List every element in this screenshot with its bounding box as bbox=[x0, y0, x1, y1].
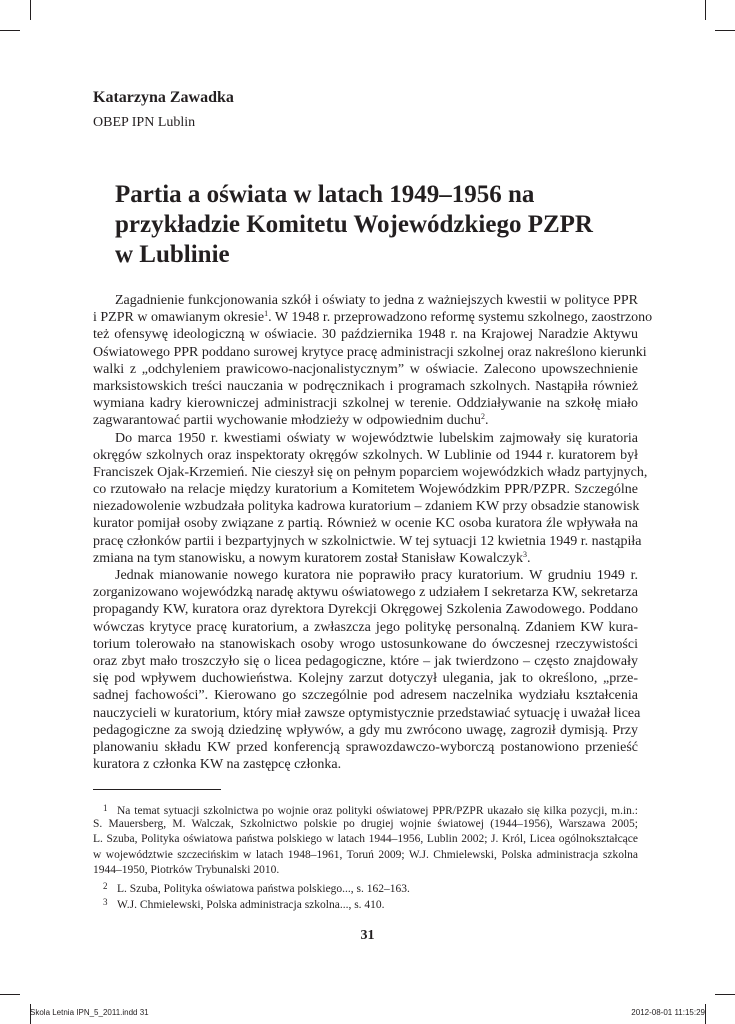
author-name: Katarzyna Zawadka bbox=[93, 89, 234, 106]
footnote-line: w województwie szczecińskim w latach 1948–1961, Toruń 2009; W.J. Chmielewski, Polska administracja szkolna bbox=[93, 848, 638, 861]
crop-mark bbox=[705, 1004, 706, 1024]
print-slug-file: Skola Letnia IPN_5_2011.indd 31 bbox=[30, 1008, 149, 1017]
crop-mark bbox=[705, 0, 706, 20]
article-body bbox=[93, 292, 653, 773]
footnote-reference[interactable]: 1 bbox=[264, 309, 269, 319]
text-line: sadnej fachowości”. Kierowano go szczególnie pod adresem naczelnika wydziału kształcenia bbox=[93, 688, 638, 704]
footnote-mark: 3 bbox=[103, 896, 108, 907]
footnote-1 bbox=[93, 801, 638, 879]
text-line: kurator pomijał osoby związane z partią. Również w ocenie KC osoba kuratora źle wpływała na bbox=[93, 516, 638, 532]
text-line: torium tolerowało na stanowiskach osoby wrogo ustosunkowane do ówczesnej rzeczywistości bbox=[93, 636, 638, 652]
text-line: wymiana kadry kierowniczej administracji szkolnej w terenie. Oddziaływanie na szkołę miało bbox=[93, 396, 638, 412]
crop-mark bbox=[30, 0, 31, 20]
text-line: walki z „odchyleniem prawicowo-nacjonalistycznym” w oświacie. Zalecono upowszechnienie bbox=[93, 361, 638, 377]
crop-mark bbox=[715, 30, 735, 31]
footnote-reference[interactable]: 3 bbox=[523, 549, 528, 559]
text-line: kuratora z członka KW na zastępcę członka. bbox=[93, 757, 342, 773]
article-title bbox=[115, 180, 635, 270]
footnote-line: L. Szuba, Polityka oświatowa państwa polskiego w latach 1944–1956, Lublin 2002; J. Król, Licea ogólnokształcące bbox=[93, 833, 638, 846]
page-number: 31 bbox=[360, 928, 375, 943]
crop-mark bbox=[0, 994, 20, 995]
title-line: Partia a oświata w latach 1949–1956 na bbox=[115, 181, 535, 208]
footnote-mark: 1 bbox=[103, 803, 108, 813]
text-line: propagandy KW, kuratora oraz dyrektora Dyrekcji Okręgowej Szkolenia Zawodowego. Poddano bbox=[93, 602, 638, 618]
text-line: Zagadnienie funkcjonowania szkół i oświaty to jedna z ważniejszych kwestii w polityce PPR bbox=[115, 293, 638, 308]
footnote-3 bbox=[93, 895, 638, 911]
text-line: niezadowolenie wzbudzała polityka kadrowa kuratorium – zdaniem KW przy obsadzie stanowisk bbox=[93, 499, 640, 515]
text-line: wówczas krytyce pracę kuratorium, a zwłaszcza jego politykę personalną. Zdaniem KW kura- bbox=[93, 619, 638, 635]
title-line: przykładzie Komitetu Wojewódzkiego PZPR bbox=[115, 211, 593, 238]
footnotes bbox=[93, 801, 638, 910]
text-line: i PZPR w omawianym okresie$^1$. W 1948 r. przeprowadzono reformę systemu szkolnego, zaostrzono bbox=[93, 309, 653, 326]
text-line: zorganizowano wojewódzką naradę aktywu oświatowego z udziałem I sekretarza KW, sekretarza bbox=[93, 585, 638, 601]
paragraph bbox=[93, 430, 648, 568]
text-line: oraz zbyt mało troszczyło się o licea pedagogiczne, które – jak twierdzono – często znajdowały bbox=[93, 653, 638, 669]
footnote-rule bbox=[93, 789, 221, 790]
text-line: co rzutowało na relacje między kuratorium a Komitetem Wojewódzkim PPR/PZPR. Szczególne bbox=[93, 482, 638, 498]
text-line: marksistowskich treści nauczania w podręcznikach i programach szkolnych. Nastąpiła również bbox=[93, 378, 638, 394]
paragraph bbox=[93, 292, 653, 430]
footnote-mark: 2 bbox=[103, 880, 108, 891]
text-line: okręgów szkolnych oraz inspektoraty okręgów szkolnych. W Lublinie od 1944 r. kuratorem był bbox=[93, 447, 638, 463]
footnote-line: 1 Na temat sytuacji szkolnictwa po wojnie oraz polityki oświatowej PPR/PZPR ukazało się kilka pozycji, m.in.: bbox=[103, 803, 638, 817]
text-line: pracę członków partii i bezpartyjnych w szkolnictwie. W tej sytuacji 12 kwietnia 1949 r. nastąpiła bbox=[93, 533, 642, 549]
text-line: Oświatowego PPR poddano surowej krytyce pracę administracji szkolnej oraz nakreślono kierunki bbox=[93, 344, 647, 360]
paragraph bbox=[93, 567, 641, 773]
text-line: Jednak mianowanie nowego kuratora nie poprawiło pracy kuratorium. W grudniu 1949 r. bbox=[115, 568, 638, 583]
text-line: Do marca 1950 r. kwestiami oświaty w województwie lubelskim zajmowały się kuratoria bbox=[115, 430, 638, 446]
text-line: Franciszek Ojak-Krzemień. Nie cieszył się on pełnym poparciem wojewódzkich władz partyjnych, bbox=[93, 464, 648, 480]
footnote-line: 3 W.J. Chmielewski, Polska administracja szkolna..., s. 410. bbox=[103, 896, 385, 911]
text-line: planowaniu składu KW przed konferencją sprawozdawczo-wyborczą postanowiono przenieść bbox=[93, 739, 638, 755]
text-line: zagwarantować partii wychowanie młodzieży w odpowiednim duchu$^2$. bbox=[93, 412, 489, 429]
crop-mark bbox=[0, 30, 20, 31]
footnote-reference[interactable]: 2 bbox=[480, 412, 485, 422]
text-line: się pod wpływem duchowieństwa. Kolejny zarzut dotyczył ulegania, jak to określono, „prze- bbox=[93, 671, 638, 687]
footnote-line: S. Mauersberg, M. Walczak, Szkolnictwo polskie po drugiej wojnie światowej (1944–1956), Warszawa 2005; bbox=[93, 817, 638, 830]
text-line: też ofensywę ideologiczną w oświacie. 30 października 1948 r. na Krajowej Naradzie Aktywu bbox=[93, 327, 638, 343]
footnote-line: 1944–1950, Piotrków Trybunalski 2010. bbox=[93, 864, 280, 877]
text-line: zmiana na tym stanowisku, a nowym kuratorem został Stanisław Kowalczyk$^3$. bbox=[93, 549, 531, 566]
author-affiliation: OBEP IPN Lublin bbox=[93, 115, 196, 130]
title-line: w Lublinie bbox=[115, 241, 230, 268]
text-line: pedagogiczne za swoją dziedzinę wpływów, a gdy mu zwrócono uwagę, zagroził dymisją. Przy bbox=[93, 722, 638, 738]
print-slug-date: 2012-08-01 11:15:29 bbox=[631, 1008, 705, 1017]
text-line: nauczycieli w kuratorium, który miał zawsze optymistycznie przedstawiać sytuację i uważał licea bbox=[93, 705, 641, 721]
footnote-2 bbox=[93, 879, 638, 895]
crop-mark bbox=[715, 994, 735, 995]
footnote-line: 2 L. Szuba, Polityka oświatowa państwa polskiego..., s. 162–163. bbox=[103, 880, 410, 895]
